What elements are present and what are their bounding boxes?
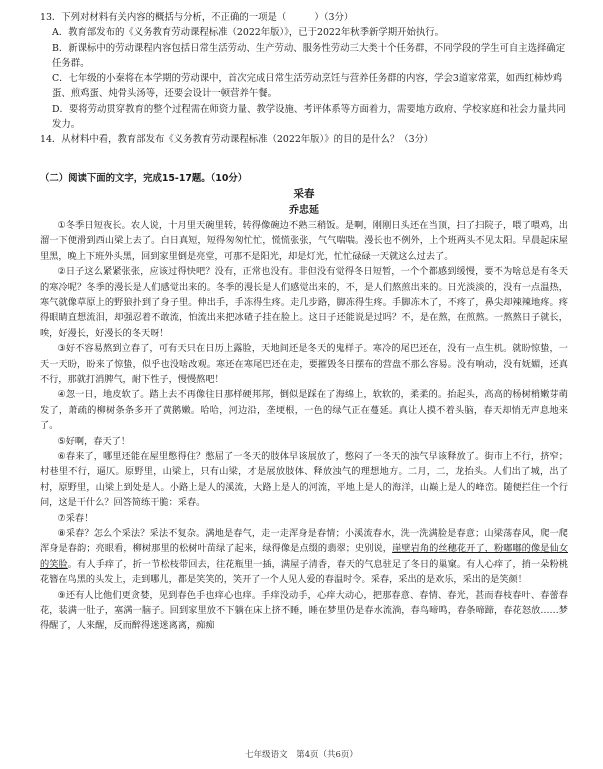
paragraph-6: ⑥春来了，哪里还能在屋里憋得住？憋屈了一冬天的肢体早该展放了，憋闷了一冬天的浊气早该释放了。街市上不行，挤窄；村巷里不行，逼仄。原野里，山梁上，只有山梁，才是展放肢体、释放浊气的理想地方。二月，二，龙抬头。人们出了城，出了村，原野里，山梁上到处是人。小路上是人的溪流，大路上是人的河流，平地上是人的海洋，山巅上是人的峰峦。随便拦住一个行问，这是干什么？回答简练干脆：采春。 — [40, 450, 568, 509]
paragraph-9: ⑨还有人比他们更贪婪，见到春色手也痒心也痒。手痒没动手，心痒大动心，把那春意、春情、春光，甚而春枝春叶、春蕾春花，装满一肚子，塞满一脑子。回到家里放不下躺在床上挤不睡，睡在梦里仍是春水流淌，春鸟啼鸣，春条啼蹄，春花怒放……梦得醒了，人来醒，反而醉得迷迷离离，痴痴 — [40, 589, 568, 632]
q14-stem: 14．从材料中看，教育部发布《义务教育劳动课程标准（2022年版）》的目的是什么？（3分） — [40, 134, 434, 146]
paragraph-4: ④忽一日，地皮软了。踏上去不再像往日那样硬邦邦，倒似是踩在了海绵上，软软的，柔柔的。抬起头，高高的杨树梢嫩芽萌发了，萧疏的柳树条条多开了黄鹅嫩。哈哈，河边沿，垄埂根，一色的绿气正在蔓延。真让人摸不着头脑，春天却悄无声息地来了。 — [40, 389, 568, 432]
reading-section — [40, 171, 568, 634]
paragraph-8: ⑧采春？怎么个采法？采法不复杂。满地是春气，走一走浑身是春情；小溪流春水，洗一洗满脸是春意；山梁荡春风，爬一爬浑身是春韵；亮眼看，柳树那里的松树叶苗绿了起来，绿得像是点缀的翡翠；史别说，崖壁岩角的丝穗花开了，粉嘟嘟的像是仙女的笑脸。有人手痒了，折一节松枝带回去，往花瓶里一插，满屋子清香，春天的气息驻足了冬日的巢窠。有人心痒了，捎一朵粉桃花簪在鸟黑的头发上，走到哪儿，都是笑笑的，笑开了一个人见人爱的春温时令。采春，采出的是欢乐，采出的是笑颜！ — [40, 528, 569, 586]
paragraph-2: ②日子这么紧紧张张，应该过得快吧？没有，正常也没有。非但没有觉得冬日短暂，一个个都感到缓慢，要不为啥总是有冬天的寒冷呢？冬季的漫长是人们感觉出来的。冬季的漫长是人们感觉出来的，不，是人们熬煎出来的。日光淡淡的，没有一点温热，寒气就像草原上的野狼扑到了身子里。伸出手，手冻得生疼。走几步路，脚冻得生疼。手脚冻木了，不疼了，鼻尖却辣辣地疼。疼得眼睛直想流泪，却强忍着不敢流，怕流出来把冰碴子挂在脸上。这日子还能说是过吗？不，是在熬，在煎熬。一熬熬日子就长，唉，好漫长，好漫长的冬天呀！ — [40, 266, 568, 339]
question-13 — [40, 10, 568, 148]
q13-option-b: B．新课标中的劳动课程内容包括日常生活劳动、生产劳动、服务性劳动三大类十个任务群，不同学段的学生可自主选择确定任务群。 — [52, 42, 566, 69]
underlined-phrase: 崖壁岩角的丝穗花开了，粉嘟嘟的像是仙女的笑脸 — [40, 543, 569, 570]
article-author: 乔忠延 — [289, 204, 319, 216]
page-footer: 七年级语文 第4页（共6页） — [245, 750, 358, 760]
section-heading: （二）阅读下面的文字，完成15-17题。（10分） — [40, 173, 248, 184]
paragraph-3: ③好不容易熬到立春了，可有天只在日历上露脸，天地间还是冬天的鬼样子。寒冷的尾巴还在，没有一点生机。就盼惊蛰，一天一天盼，盼来了惊蛰，似乎也没啥改观。寒还在寒尾巴还在走，要摧毁冬日摆布的营盘不那么容易。没有响动，没有妩媚，还真不行，那就打消脾气，耐下性子，慢慢熬吧！ — [40, 343, 568, 385]
q13-stem: 13．下列对材料有关内容的概括与分析，不正确的一项是（ ）（3分） — [40, 12, 354, 23]
article-title: 采春 — [293, 188, 315, 201]
paragraph-5: ⑤好啊，春天了！ — [57, 435, 131, 447]
q13-option-c: C．七年级的小秦将在本学期的劳动课中，首次完成日常生活劳动烹饪与营养任务群的内容，学会3道家常菜，如西红柿炒鸡蛋、煎鸡蛋、炖骨头汤等，还要会设计一顿营养午餐。 — [52, 73, 563, 100]
paragraph-7: ⑦采春！ — [57, 512, 94, 524]
q13-option-d: D．要将劳动贯穿教育的整个过程需在师资力量、教学设施、考评体系等方面着力，需要地方政府、学校家庭和社会力量共同发力。 — [52, 103, 566, 131]
q13-option-a: A．教育部发布的《义务教育劳动课程标准（2022年版）》，已于2022年秋季新学期开始执行。 — [52, 27, 444, 39]
paragraph-1: ①冬季日短夜长。农人说，十月里天碗里转，转得像碗边不熟三稍饭。是啊，刚刚日头还在当顶，扫了扫院子，喂了喂鸡，出溜一下便滑到西山梁上去了。白日真短，短得匆匆忙忙，慌慌张张，气气喘喘。漫长也不例外，上个班两头不见太阳。早晨起床屋里黑，晚上下班外头黑，回到家里倒是亮堂，可那不是阳光，却是灯光，忙忙碌碌一天就这么过去了。 — [40, 219, 568, 262]
article-body — [40, 218, 568, 634]
